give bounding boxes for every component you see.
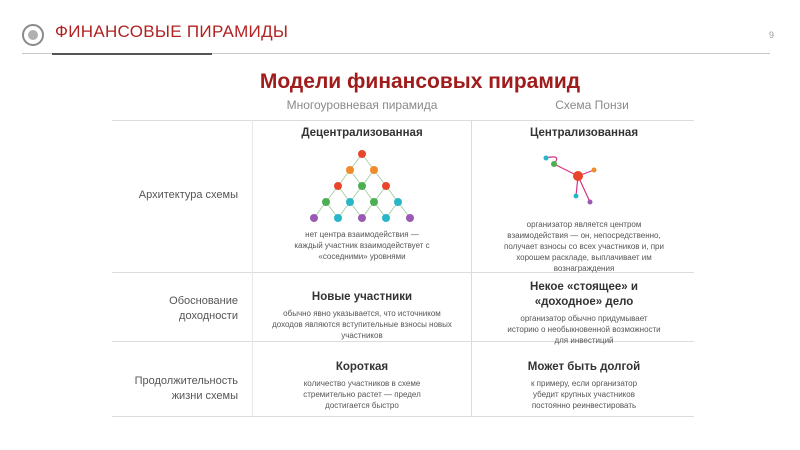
pyramid-node: [370, 198, 378, 206]
pyramid-node: [310, 214, 318, 222]
cell-text: нет центра взаимодействия — каждый участник взаимодействует с «соседними» уровнями: [294, 230, 430, 261]
table-column-divider: [471, 120, 472, 416]
column-header-pyramid: Многоуровневая пирамида: [286, 98, 438, 112]
cell-pyramid-architecture: [256, 126, 468, 141]
pyramid-node: [406, 214, 414, 222]
cell-title: Новые участники: [311, 291, 413, 303]
page-number: 9: [768, 30, 774, 40]
ponzi-node: [574, 194, 579, 199]
cell-title: Короткая: [335, 361, 389, 373]
table-label-divider: [252, 120, 253, 416]
pyramid-network-diagram: [296, 148, 428, 226]
cell-pyramid-architecture-text: [256, 226, 468, 262]
ponzi-node: [544, 156, 549, 161]
pyramid-node: [358, 182, 366, 190]
header-divider-accent: [52, 53, 212, 55]
table-bottom-line: [112, 416, 694, 417]
ponzi-network-diagram: [532, 148, 612, 210]
pyramid-node: [370, 166, 378, 174]
pyramid-node: [334, 214, 342, 222]
cell-text: к примеру, если организатор убедит крупных участников постоянно реинвестировать: [530, 379, 638, 410]
table-header-line: [112, 120, 694, 121]
cell-text: организатор является центром взаимодействия — он, непосредственно, получает взносы со всех участников и, при хорошем раскладе, выплачивает им вознаграждения: [504, 220, 664, 273]
column-header-ponzi: Схема Понзи: [555, 98, 629, 112]
cell-ponzi-architecture: [478, 126, 690, 141]
cell-title: Может быть долгой: [527, 361, 641, 373]
row-label-architecture: Архитектура схемы: [138, 189, 238, 201]
slide-title: Модели финансовых пирамид: [259, 70, 581, 93]
cell-ponzi-profitability: [478, 280, 690, 346]
ponzi-node: [592, 168, 597, 173]
pyramid-node: [358, 214, 366, 222]
row-label-profitability: Обоснование доходности: [169, 295, 238, 322]
pyramid-node: [322, 198, 330, 206]
pyramid-node: [334, 182, 342, 190]
ponzi-center-node: [573, 171, 583, 181]
cell-title: Децентрализованная: [301, 127, 423, 139]
pyramid-node: [346, 198, 354, 206]
pyramid-node: [394, 198, 402, 206]
pyramid-node: [382, 214, 390, 222]
cell-text: организатор обычно придумывает историю о необыкновенной возможности для инвестиций: [507, 314, 661, 345]
cell-title: Централизованная: [529, 127, 639, 139]
cell-pyramid-profitability: [256, 290, 468, 341]
ponzi-node: [588, 200, 593, 205]
cell-ponzi-lifespan: [478, 360, 690, 411]
pyramid-node: [346, 166, 354, 174]
cell-text: обычно явно указывается, что источником доходов являются вступительные взносы новых участников: [272, 309, 452, 340]
pyramid-node: [358, 150, 366, 158]
ponzi-node: [551, 161, 557, 167]
cell-text: количество участников в схеме стремительно растет — предел достигается быстро: [303, 379, 421, 410]
cell-pyramid-lifespan: [256, 360, 468, 411]
comparison-table: [112, 98, 694, 418]
row-label-lifespan: Продолжительность жизни схемы: [134, 375, 238, 402]
pyramid-node: [382, 182, 390, 190]
cell-ponzi-architecture-text: [478, 216, 690, 274]
header-title: ФИНАНСОВЫЕ ПИРАМИДЫ: [55, 22, 289, 41]
cell-title: Некое «стоящее» и «доходное» дело: [530, 281, 638, 308]
logo-emblem: [22, 24, 44, 46]
